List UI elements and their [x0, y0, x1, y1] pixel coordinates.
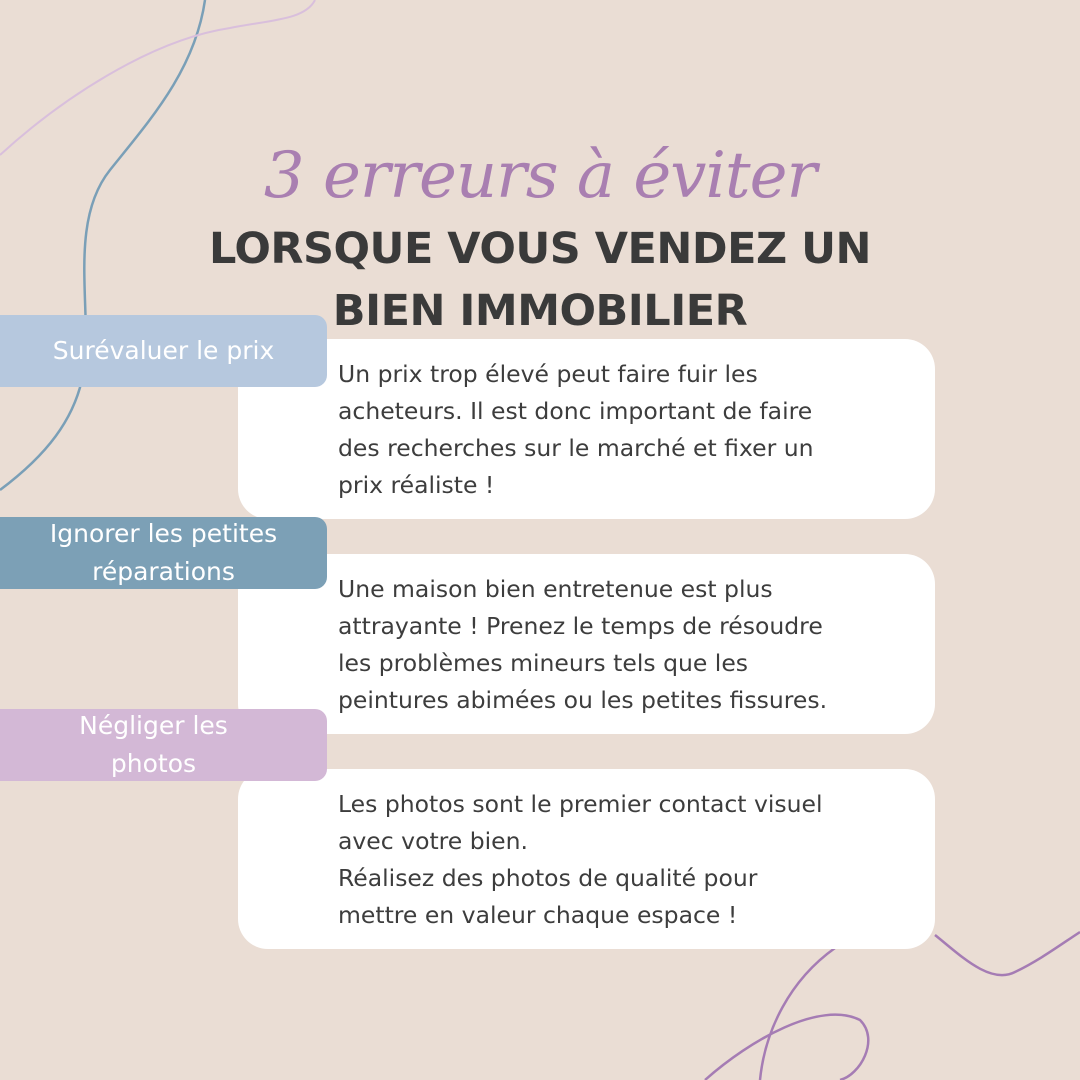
tag-2-label: Ignorer les petites réparations: [49, 519, 278, 586]
title-line-1: LORSQUE VOUS VENDEZ UN: [208, 224, 871, 274]
tag-1: [0, 315, 327, 387]
tag-3: [0, 709, 327, 781]
tag-2: [0, 517, 327, 589]
card-2-text: Une maison bien entretenue est plus attrayante ! Prenez le temps de résoudre les problèmes mineurs tels que les peintures abimées ou les petites fissures.: [338, 575, 828, 714]
subtitle: 3 erreurs à éviter: [263, 139, 817, 213]
card-2: [238, 554, 935, 734]
decorative-purple-loop: [705, 948, 868, 1080]
tag-1-label: Surévaluer le prix: [52, 336, 275, 365]
tag-3-label: Négliger les photos: [79, 711, 228, 778]
decorative-purple-line-top: [0, 0, 315, 155]
card-3: [238, 769, 935, 949]
decorative-blue-line: [0, 0, 205, 490]
card-1-text: Un prix trop élevé peut faire fuir les acheteurs. Il est donc important de faire des recherches sur le marché et fixer un prix réaliste !: [338, 360, 814, 499]
card-1: [238, 339, 935, 519]
title-line-2: BIEN IMMOBILIER: [332, 286, 748, 336]
decorative-purple-line-bottom: [935, 932, 1080, 975]
card-3-text: Les photos sont le premier contact visuel avec votre bien. Réalisez des photos de qualité pour mettre en valeur chaque espace !: [338, 790, 823, 929]
